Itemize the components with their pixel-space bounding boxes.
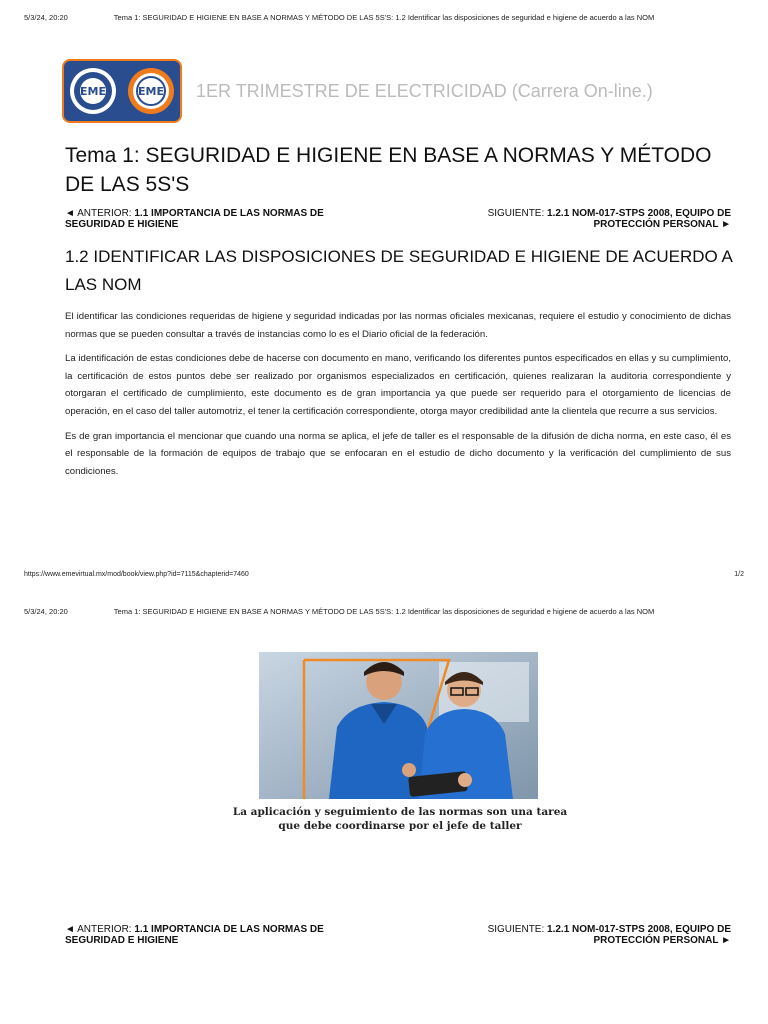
print-doc-title: Tema 1: SEGURIDAD E HIGIENE EN BASE A NORMAS Y MÉTODO DE LAS 5S'S: 1.2 Identificar las disposiciones de seguridad e higiene de acuerdo a las NOM (113, 13, 655, 22)
prev-chapter-link[interactable] (65, 208, 365, 230)
prev-label: 1.1 IMPORTANCIA DE LAS NORMAS DE SEGURIDAD E HIGIENE (65, 208, 324, 230)
site-header (62, 59, 653, 123)
next-suffix: ► (718, 219, 731, 230)
eme-orange-seal-icon (126, 66, 176, 116)
paragraph: El identificar las condiciones requeridas de higiene y seguridad indicadas por las normas oficiales mexicanas, requiere el estudio y conocimiento de dichas normas que se pueden consultar a través de instancias como lo es el Diario oficial de la federación. (65, 311, 731, 340)
prev-prefix: ◄ ANTERIOR: (65, 924, 135, 935)
print-doc-title: Tema 1: SEGURIDAD E HIGIENE EN BASE A NORMAS Y MÉTODO DE LAS 5S'S: 1.2 Identificar las disposiciones de seguridad e higiene de acuerdo a las NOM (113, 607, 655, 616)
print-header (24, 13, 744, 22)
next-suffix: ► (718, 935, 731, 946)
next-chapter-link[interactable] (431, 924, 731, 946)
site-logo[interactable] (62, 59, 182, 123)
caption-line: La aplicación y seguimiento de las normas son una tarea (232, 806, 568, 818)
print-url: https://www.emevirtual.mx/mod/book/view.php?id=7115&chapterid=7460 (24, 571, 249, 578)
print-datetime: 5/3/24, 20:20 (24, 607, 68, 616)
chapter-body (65, 308, 731, 487)
next-chapter-link[interactable] (431, 208, 731, 230)
print-footer (24, 571, 744, 578)
print-header-page2 (24, 607, 744, 616)
technicians-reviewing-tablet-image (259, 652, 538, 799)
print-page-number: 1/2 (734, 571, 744, 578)
next-prefix: SIGUIENTE: (487, 208, 548, 219)
next-label: 1.2.1 NOM-017-STPS 2008, EQUIPO DE PROTECCIÓN PERSONAL (547, 208, 731, 230)
chapter-nav-bottom (65, 924, 731, 946)
print-datetime: 5/3/24, 20:20 (24, 13, 68, 22)
caption-line: que debe coordinarse por el jefe de taller (278, 820, 522, 832)
topic-title: Tema 1: SEGURIDAD E HIGIENE EN BASE A NORMAS Y MÉTODO DE LAS 5S'S (65, 144, 712, 196)
eme-seal-icon (68, 66, 118, 116)
workers-photo (259, 652, 538, 799)
prev-chapter-link[interactable] (65, 924, 365, 946)
next-label: 1.2.1 NOM-017-STPS 2008, EQUIPO DE PROTECCIÓN PERSONAL (547, 924, 731, 946)
prev-label: 1.1 IMPORTANCIA DE LAS NORMAS DE SEGURIDAD E HIGIENE (65, 924, 324, 946)
section-title: 1.2 IDENTIFICAR LAS DISPOSICIONES DE SEGURIDAD E HIGIENE DE ACUERDO A LAS NOM (65, 247, 732, 294)
prev-prefix: ◄ ANTERIOR: (65, 208, 135, 219)
photo-caption (200, 805, 600, 833)
next-prefix: SIGUIENTE: (487, 924, 548, 935)
logo-text-right: EME (138, 85, 164, 98)
course-title[interactable]: 1ER TRIMESTRE DE ELECTRICIDAD (Carrera On-line.) (196, 80, 653, 101)
chapter-nav-top (65, 208, 731, 230)
paragraph: La identificación de estas condiciones debe de hacerse con documento en mano, verificando los diferentes puntos especificados en ellas y su cumplimiento, la certificación de estos puntos debe ser realizado por organismos especializados en certificación, quienes realizaran la auditoria correspondiente y otorgaran el certificado de cumplimiento, este documento es de gran importancia ya que puede ser requerido para el otorgamiento de licencias de operación, en el caso del taller automotriz, el tener la certificación correspondiente, otorga mayor credibilidad ante la clientela que recurre a sus servicios. (65, 353, 731, 417)
logo-text-left: EME (80, 85, 106, 98)
paragraph: Es de gran importancia el mencionar que cuando una norma se aplica, el jefe de taller es el responsable de la difusión de dicha norma, en este caso, él es el responsable de la formación de equipos de trabajo que se enfocaran en el estudio de dicho documento y la verificación del cumplimiento de sus condiciones. (65, 430, 731, 477)
